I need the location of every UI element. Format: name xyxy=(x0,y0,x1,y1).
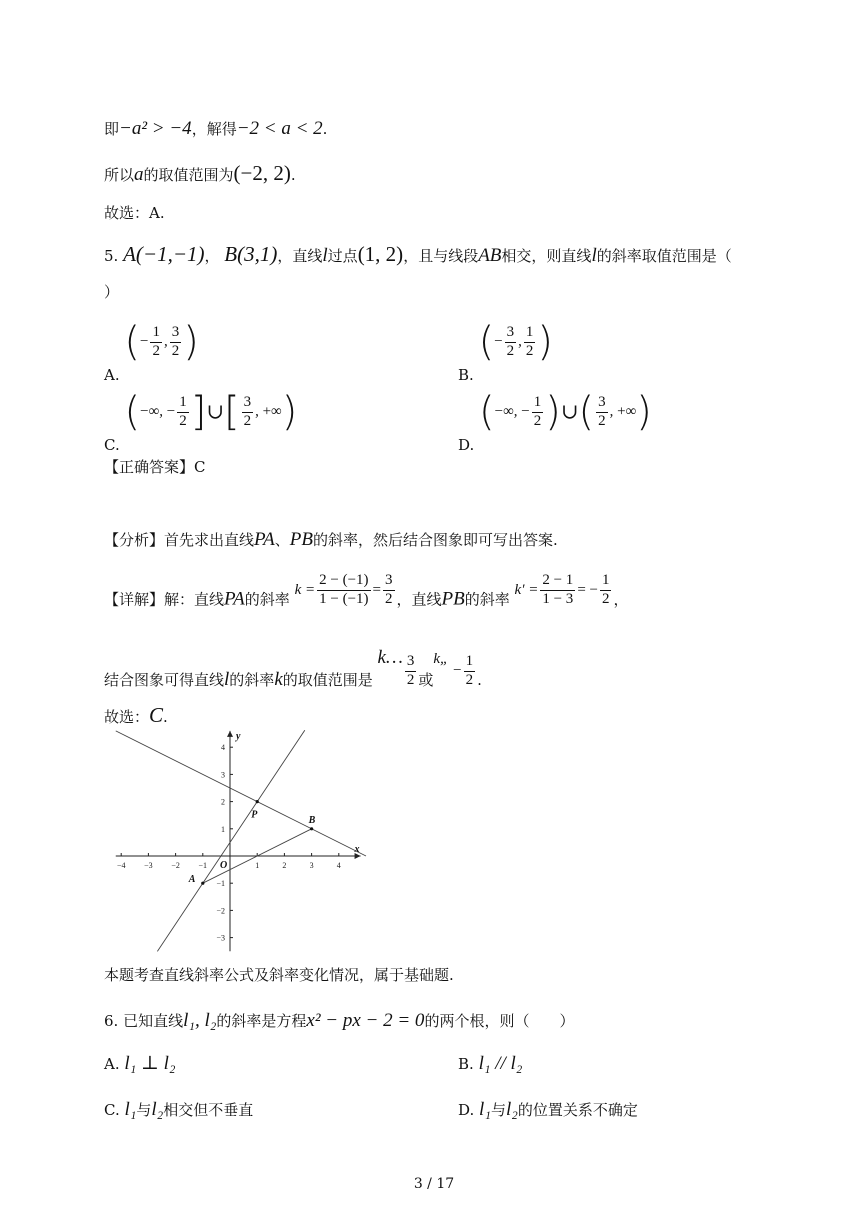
summary-line xyxy=(104,968,454,983)
text: , +∞ xyxy=(609,403,637,420)
text: 的斜率，然后结合图象即可写出答案. xyxy=(313,531,558,549)
x-tick-label: −1 xyxy=(198,861,208,870)
math-k-geq: k… xyxy=(377,647,403,668)
text: − xyxy=(494,333,503,350)
math-pb: PB xyxy=(289,529,314,550)
numerator: 3 xyxy=(596,395,608,413)
y-axis-arrow xyxy=(227,731,233,737)
numerator: 3 xyxy=(405,654,417,672)
point-label-b: B xyxy=(308,814,316,826)
text: 本题考查直线斜率公式及斜率变化情况，属于基础题. xyxy=(104,966,454,984)
text: ， xyxy=(613,590,629,609)
text: 的两个根，则（ ） xyxy=(424,1012,575,1030)
choose-line xyxy=(104,705,168,726)
math-lines: l₁, l₂ xyxy=(183,1010,217,1031)
text: 或 xyxy=(418,671,434,689)
text: . xyxy=(477,671,482,689)
numerator: 1 xyxy=(150,325,162,343)
q6-option-b[interactable] xyxy=(458,1054,522,1073)
option-label: A. xyxy=(104,1055,120,1073)
option-b[interactable] xyxy=(458,319,554,384)
x-tick-label: 2 xyxy=(282,861,287,870)
text: 、 xyxy=(274,531,290,549)
text: 故选： xyxy=(104,708,150,726)
text: . xyxy=(163,708,168,726)
q6-option-a[interactable] xyxy=(104,1054,176,1073)
text: = xyxy=(372,581,381,598)
fraction xyxy=(540,573,575,608)
right-paren: ) xyxy=(545,389,561,435)
page-number xyxy=(0,1177,868,1191)
option-label: B. xyxy=(458,1055,474,1073)
numerator: 1 xyxy=(600,573,612,591)
math-var-l: l xyxy=(224,669,230,690)
text: 与 xyxy=(490,1101,506,1119)
text: 的斜率 xyxy=(229,671,275,689)
x-tick-label: 1 xyxy=(255,861,260,870)
segment-ab: AB xyxy=(478,245,502,266)
math-k-leq: k„ xyxy=(433,651,449,667)
option-math: l₂ xyxy=(505,1099,518,1120)
text: 的取值范围为 xyxy=(143,166,234,184)
text: ，且与线段 xyxy=(403,247,479,265)
text: 的斜率 xyxy=(244,590,290,609)
left-paren: ( xyxy=(479,389,495,435)
answer-line xyxy=(104,206,165,221)
option-math: l₂ xyxy=(151,1099,164,1120)
denominator: 2 xyxy=(525,342,534,359)
option-label: A. xyxy=(104,366,120,384)
solution-line-1 xyxy=(104,119,327,138)
text: − xyxy=(140,333,149,350)
coordinate-graph xyxy=(106,730,376,956)
left-paren: ( xyxy=(124,389,141,435)
text: 的斜率是方程 xyxy=(216,1012,307,1030)
graph-content xyxy=(116,730,366,951)
option-math: l₁ ⊥ l₂ xyxy=(124,1053,176,1074)
numerator: 1 xyxy=(177,395,189,413)
text: 与 xyxy=(136,1101,152,1119)
fraction xyxy=(464,654,476,689)
fraction xyxy=(600,573,612,608)
origin-label: O xyxy=(220,860,228,871)
math-k: k = xyxy=(294,581,316,598)
text: 【详解】解：直线 xyxy=(104,590,225,609)
math-pa: PA xyxy=(254,529,275,550)
text: ，解得 xyxy=(191,120,237,138)
x-tick-label: −3 xyxy=(144,861,153,870)
math-var-a: a xyxy=(134,164,144,185)
right-paren: ) xyxy=(636,389,652,435)
question-number: 6. xyxy=(104,1012,119,1030)
y-tick-label: −2 xyxy=(216,906,225,916)
text: , xyxy=(163,333,168,350)
point-label-p: P xyxy=(251,809,258,821)
q6-option-c[interactable] xyxy=(104,1100,253,1119)
denominator: 2 xyxy=(506,342,515,359)
point-label-a: A xyxy=(188,874,196,886)
text: ，直线 xyxy=(396,590,442,609)
option-a[interactable] xyxy=(104,319,199,384)
text: 故选：A. xyxy=(104,204,165,222)
fraction xyxy=(596,395,608,430)
math-var-l: l xyxy=(591,245,597,266)
option-math: l₁ xyxy=(479,1099,491,1120)
fraction xyxy=(505,325,517,360)
text: 的位置关系不确定 xyxy=(517,1101,638,1119)
denominator: 2 xyxy=(601,590,610,607)
line-pb xyxy=(116,731,366,856)
option-label: B. xyxy=(458,366,474,384)
fraction xyxy=(317,573,370,608)
question-5-stem xyxy=(104,244,732,265)
fraction xyxy=(170,325,182,360)
point xyxy=(310,827,313,830)
fraction xyxy=(242,395,254,430)
text: ，直线 xyxy=(277,247,323,265)
numerator: 3 xyxy=(242,395,254,413)
text: 已知直线 xyxy=(123,1012,184,1030)
fraction xyxy=(405,654,417,689)
text: 过点 xyxy=(327,247,358,265)
text: −∞, − xyxy=(494,403,530,420)
text: 3 / 17 xyxy=(413,1176,455,1192)
q6-option-d[interactable] xyxy=(458,1100,638,1119)
option-label: C. xyxy=(104,436,120,454)
text: 所以 xyxy=(104,166,135,184)
denominator: 2 xyxy=(152,342,160,359)
denominator: 1 − 3 xyxy=(542,590,574,607)
text: 即 xyxy=(104,120,120,138)
numerator: 3 xyxy=(170,325,182,343)
option-label: D. xyxy=(458,436,475,454)
question-5-close xyxy=(104,285,119,300)
fraction xyxy=(177,395,189,430)
text: ， xyxy=(204,247,220,265)
y-tick-label: 1 xyxy=(221,824,225,834)
detail-line xyxy=(104,573,629,608)
y-tick-label: 3 xyxy=(221,770,225,780)
text: 相交但不垂直 xyxy=(163,1101,254,1119)
point-p: (1, 2) xyxy=(357,242,404,266)
text: − xyxy=(453,662,462,679)
denominator: 2 xyxy=(179,412,187,429)
denominator: 2 xyxy=(465,671,474,688)
text: −∞, − xyxy=(140,403,176,420)
option-math: l₁ xyxy=(124,1099,137,1120)
x-tick-label: −4 xyxy=(116,861,126,870)
fraction xyxy=(150,325,162,360)
question-number: 5. xyxy=(104,247,119,265)
text: 结合图象可得直线 xyxy=(104,671,225,689)
point xyxy=(256,800,259,803)
math-pa: PA xyxy=(224,588,245,610)
text: 的取值范围是 xyxy=(282,671,373,689)
text: = − xyxy=(577,581,598,598)
left-bracket: [ xyxy=(223,389,240,435)
y-tick-label: 2 xyxy=(221,797,225,807)
left-paren: ( xyxy=(578,389,595,435)
denominator: 2 xyxy=(385,590,393,607)
math-inequality: −a² > −4 xyxy=(119,118,192,139)
text: 【正确答案】C xyxy=(104,458,206,476)
point xyxy=(201,882,204,885)
correct-answer xyxy=(104,460,205,475)
right-paren: ) xyxy=(183,319,199,365)
y-tick-label: −1 xyxy=(216,879,225,889)
math-range: (−2, 2) xyxy=(233,161,291,185)
point-a: A(−1,−1) xyxy=(123,242,205,266)
math-k-prime: k′ = xyxy=(514,581,539,598)
axis-label-x: x xyxy=(354,844,360,855)
math-choice: C xyxy=(149,703,164,727)
math-var-k: k xyxy=(274,669,283,690)
option-c[interactable] xyxy=(104,389,298,454)
denominator: 2 xyxy=(598,412,606,429)
text: . xyxy=(290,166,296,184)
option-label: C. xyxy=(104,1101,120,1119)
text: 的斜率 xyxy=(464,590,510,609)
numerator: 1 xyxy=(524,325,536,343)
analysis-line xyxy=(104,530,558,549)
x-tick-label: 3 xyxy=(309,861,314,870)
numerator: 2 − 1 xyxy=(540,573,575,591)
numerator: 1 xyxy=(464,654,476,672)
text: , +∞ xyxy=(255,403,282,420)
fraction xyxy=(383,573,395,608)
x-tick-label: 4 xyxy=(336,861,341,870)
combine-line xyxy=(104,648,482,689)
right-bracket: ] xyxy=(190,389,207,435)
math-pb: PB xyxy=(441,588,465,610)
math-var-l: l xyxy=(322,245,328,266)
left-paren: ( xyxy=(124,319,140,365)
text: ） xyxy=(104,283,120,301)
y-tick-label: 4 xyxy=(221,743,225,753)
fraction xyxy=(532,395,544,430)
text: . xyxy=(322,120,328,138)
text: 【分析】首先求出直线 xyxy=(104,531,255,549)
point-b: B(3,1) xyxy=(224,242,278,266)
text: 相交，则直线 xyxy=(501,247,592,265)
numerator: 2 − (−1) xyxy=(317,573,370,591)
option-math: l₁ // l₂ xyxy=(478,1053,523,1074)
line-pa xyxy=(157,730,304,951)
text: 的斜率取值范围是（ xyxy=(596,247,732,265)
right-paren: ) xyxy=(537,319,554,365)
denominator: 1 − (−1) xyxy=(319,590,369,607)
text: , xyxy=(518,333,522,350)
denominator: 2 xyxy=(533,412,542,429)
left-paren: ( xyxy=(478,319,495,365)
solution-line-2 xyxy=(104,163,296,184)
x-tick-label: −2 xyxy=(171,861,180,870)
option-label: D. xyxy=(458,1101,475,1119)
numerator: 1 xyxy=(532,395,544,413)
denominator: 2 xyxy=(171,342,180,359)
y-tick-label: −3 xyxy=(216,933,225,943)
union-symbol: ∪ xyxy=(206,399,224,424)
fraction xyxy=(524,325,536,360)
numerator: 3 xyxy=(505,325,517,343)
question-6-stem xyxy=(104,1011,574,1030)
numerator: 3 xyxy=(383,573,395,591)
math-solution: −2 < a < 2 xyxy=(236,118,323,139)
math-equation: x² − px − 2 = 0 xyxy=(306,1010,425,1031)
right-paren: ) xyxy=(281,389,298,435)
axis-label-y: y xyxy=(236,730,241,742)
denominator: 2 xyxy=(406,671,415,688)
denominator: 2 xyxy=(243,412,252,429)
union-symbol: ∪ xyxy=(560,399,579,424)
option-d[interactable] xyxy=(458,389,652,454)
